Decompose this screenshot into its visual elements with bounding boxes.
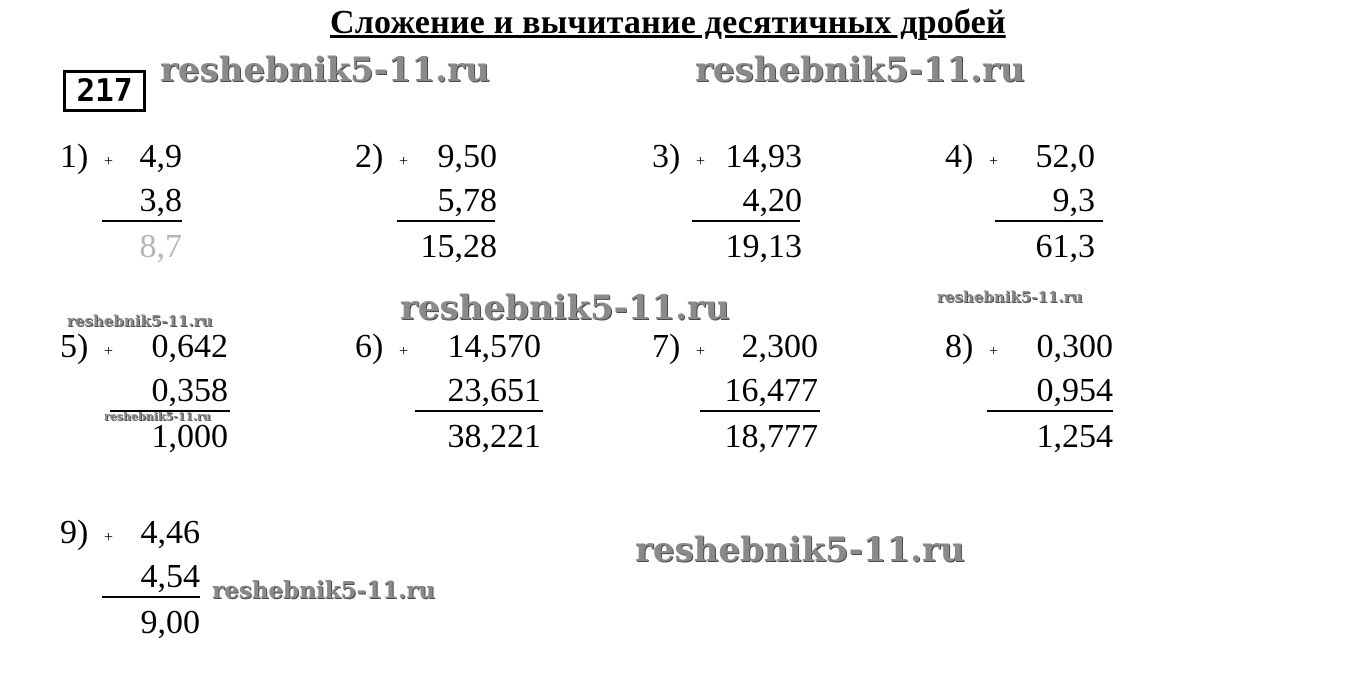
sum-line [102, 220, 182, 222]
problem-4 [945, 140, 1095, 280]
watermark-6: reshebnik5-11.ru [104, 410, 211, 423]
addend-2: 0,358 [151, 372, 228, 409]
plus-sign: + [104, 153, 114, 170]
watermark-8: reshebnik5-11.ru [212, 577, 435, 604]
problem-8 [945, 330, 1113, 470]
watermark-7: reshebnik5-11.ru [635, 530, 965, 570]
problem-label: 6) [355, 328, 384, 365]
addend-2: 9,3 [1052, 182, 1095, 219]
problem-2 [355, 140, 497, 280]
sum-line [692, 220, 800, 222]
problem-5 [60, 330, 228, 470]
sum-line [110, 410, 230, 412]
sum-result: 8,7 [139, 228, 182, 265]
watermark-3: reshebnik5-11.ru [400, 288, 730, 328]
addend-2: 0,954 [1036, 372, 1113, 409]
plus-sign: + [399, 153, 409, 170]
sum-line [415, 410, 543, 412]
plus-sign: + [696, 153, 706, 170]
sum-line [700, 410, 820, 412]
addend-1: 52,0 [1035, 138, 1095, 175]
problem-label: 7) [652, 328, 681, 365]
addend-2: 4,20 [742, 182, 802, 219]
addend-1: 9,50 [437, 138, 497, 175]
watermark-1: reshebnik5-11.ru [160, 50, 490, 90]
problem-3 [652, 140, 802, 280]
problem-label: 1) [60, 138, 89, 175]
sum-line [102, 596, 200, 598]
sum-result: 1,000 [151, 418, 228, 455]
sum-line [995, 220, 1103, 222]
watermark-4: reshebnik5-11.ru [937, 288, 1083, 306]
addend-1: 2,300 [741, 328, 818, 365]
problem-1 [60, 140, 182, 280]
addend-1: 0,642 [151, 328, 228, 365]
addend-2: 5,78 [437, 182, 497, 219]
page-title: Сложение и вычитание десятичных дробей [330, 4, 1006, 41]
addend-1: 14,570 [447, 328, 541, 365]
addend-2: 16,477 [724, 372, 818, 409]
sum-result: 19,13 [725, 228, 802, 265]
sum-result: 9,00 [140, 604, 200, 641]
problem-label: 5) [60, 328, 89, 365]
sum-result: 18,777 [724, 418, 818, 455]
plus-sign: + [989, 153, 999, 170]
problem-label: 4) [945, 138, 974, 175]
sum-line [987, 410, 1113, 412]
addend-1: 4,46 [140, 514, 200, 551]
sum-result: 15,28 [420, 228, 497, 265]
problem-7 [652, 330, 818, 470]
addend-2: 3,8 [139, 182, 182, 219]
problem-label: 9) [60, 514, 89, 551]
plus-sign: + [104, 529, 114, 546]
addend-1: 4,9 [139, 138, 182, 175]
sum-result: 61,3 [1035, 228, 1095, 265]
sum-result: 1,254 [1036, 418, 1113, 455]
addend-1: 14,93 [725, 138, 802, 175]
plus-sign: + [399, 343, 409, 360]
plus-sign: + [104, 343, 114, 360]
addend-2: 23,651 [447, 372, 541, 409]
addend-2: 4,54 [140, 558, 200, 595]
problem-label: 3) [652, 138, 681, 175]
problem-label: 2) [355, 138, 384, 175]
task-number-box: 217 [63, 70, 146, 112]
problem-9 [60, 516, 200, 656]
watermark-5: reshebnik5-11.ru [67, 312, 213, 330]
plus-sign: + [696, 343, 706, 360]
addend-1: 0,300 [1036, 328, 1113, 365]
problem-6 [355, 330, 541, 470]
plus-sign: + [989, 343, 999, 360]
watermark-2: reshebnik5-11.ru [695, 50, 1025, 90]
sum-result: 38,221 [447, 418, 541, 455]
sum-line [397, 220, 495, 222]
problem-label: 8) [945, 328, 974, 365]
